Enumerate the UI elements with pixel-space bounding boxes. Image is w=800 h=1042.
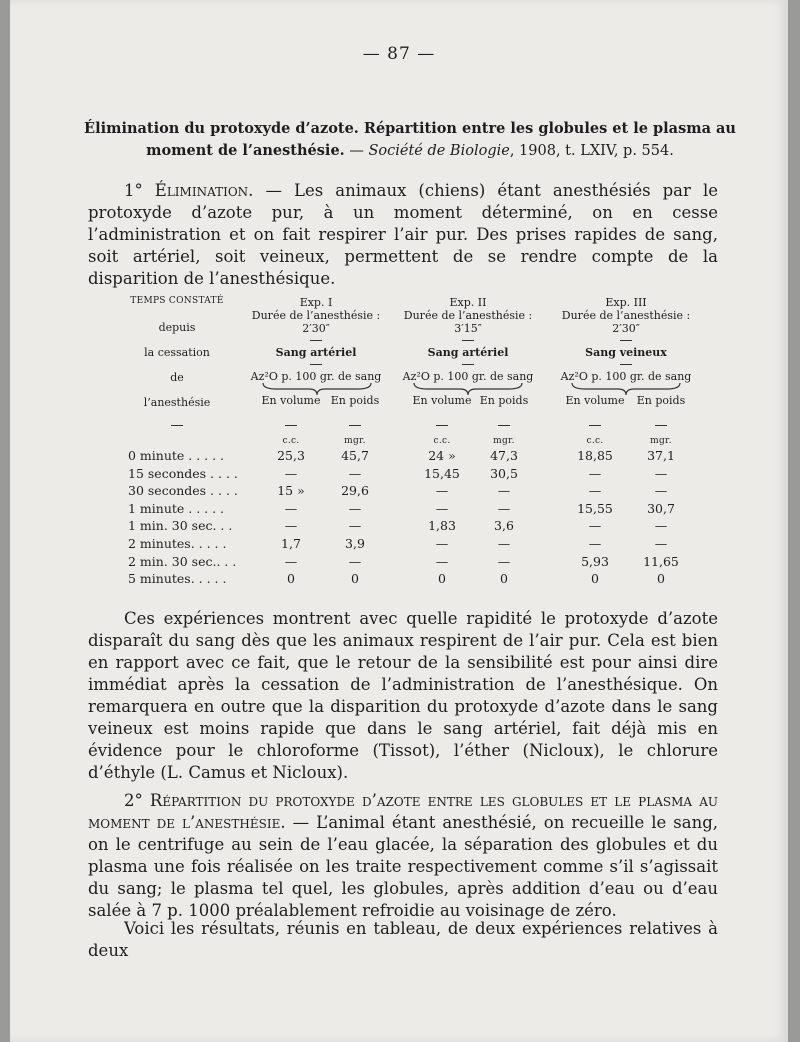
table-cell: — [497, 483, 511, 499]
exp-2-duration-label: Durée de l’anesthésie : [403, 309, 533, 322]
exp-2-brace-icon [413, 382, 523, 396]
exp-3-unit-volume: c.c. [586, 436, 604, 446]
section-2-number: 2° [124, 791, 143, 810]
exp-1-name: Exp. I [299, 296, 333, 309]
table-cell: 11,65 [643, 553, 679, 569]
paragraph-2-text: Ces expériences montrent avec quelle rapidité le protoxyde d’azote disparaît du sang dès que les animaux respirent de l’air pur. Cela est bien en rapport avec ce fait, que le retour de la sensibilité est pour ainsi dire immédiat après la cessation de l’administration de l’anesthésique. On remarquera en outre que la disparition du protoxyde d’azote dans le sang veineux est moins rapide que dans le sang artériel, fait déjà mis en évidence pour le chloroforme (Tissot), l’éther (Nicloux), le chlorure d’éthyle (L. Camus et Nicloux). [88, 609, 718, 782]
table-cell: — [284, 500, 298, 516]
table-row-time: 1 minute . . . . . [128, 500, 225, 516]
table-cell: — [435, 483, 449, 499]
exp-3-unit-weight: mgr. [650, 436, 672, 446]
paragraph-4-text: Voici les résultats, réunis en tableau, de deux expériences relatives à deux [88, 919, 718, 960]
table-cell: 37,1 [647, 448, 675, 463]
table-cell: — [284, 465, 298, 481]
table-cell: 0 [657, 571, 665, 587]
paragraph-4 [88, 918, 718, 962]
row-header-dash [171, 425, 183, 426]
exp-3-duration: 2′30″ [612, 322, 640, 335]
exp-3-col-volume-label: En volume [565, 394, 625, 407]
table-cell: 3,9 [345, 536, 365, 551]
exp-1-col-dash-2 [349, 425, 361, 426]
table-cell: — [654, 465, 668, 481]
table-cell: — [348, 518, 362, 534]
exp-2-duration: 3′15″ [454, 322, 482, 335]
exp-1-dash [310, 340, 322, 341]
table-cell: — [588, 483, 602, 499]
table-cell: 30,5 [490, 465, 518, 481]
exp-1-brace-icon [262, 382, 372, 396]
row-header-line-4: de [170, 371, 184, 384]
table-cell: 0 [287, 571, 295, 587]
exp-1-unit: Az²O p. 100 gr. de sang [250, 370, 382, 383]
row-header-line-5: l’anesthésie [143, 396, 211, 409]
table-cell: 1,7 [281, 536, 301, 551]
table-cell: 47,3 [490, 448, 518, 463]
table-row-time: 2 minutes. . . . . [128, 536, 227, 551]
table-cell: 15,55 [577, 500, 613, 516]
table-cell: — [588, 536, 602, 551]
document-page [10, 0, 788, 1042]
table-cell: — [497, 553, 511, 569]
table-cell: — [348, 553, 362, 569]
section-2-text: — L’animal étant anesthésié, on recueille le sang, on le centrifuge au sein de l’eau glacée, la séparation des globules et du plasma une fois réalisée on les traite respectivement comme s’il s’agissait du sang; le plasma tel quel, les globules, après addition d’eau ou d’eau salée à 7 p. 1000 préalablement refroidie au voisinage de zéro. [88, 813, 718, 920]
exp-1-col-weight-label: En poids [330, 394, 380, 407]
exp-2-name: Exp. II [449, 296, 487, 309]
table-cell: — [435, 500, 449, 516]
title-journal: Société de Biologie [368, 143, 510, 159]
table-cell: 45,7 [341, 448, 369, 463]
table-row-time: 30 secondes . . . . [128, 483, 238, 499]
exp-3-duration-label: Durée de l’anesthésie : [561, 309, 691, 322]
table-cell: 3,6 [494, 518, 514, 534]
title-citation: , 1908, t. LXIV, p. 554. [509, 143, 674, 159]
table-cell: — [284, 518, 298, 534]
table-cell: — [435, 536, 449, 551]
exp-3-col-dash-1 [589, 425, 601, 426]
table-cell: — [435, 553, 449, 569]
table-cell: — [588, 465, 602, 481]
table-cell: — [654, 518, 668, 534]
table-cell: 0 [500, 571, 508, 587]
exp-1-col-volume-label: En volume [261, 394, 321, 407]
table-cell: 29,6 [341, 483, 369, 499]
table-cell: 18,85 [577, 448, 613, 463]
table-row-time: 1 min. 30 sec. . . [128, 518, 233, 534]
table-row-time: 15 secondes . . . . [128, 465, 238, 481]
row-header-line-3: la cessation [144, 346, 210, 359]
section-2-heading: Répartition du protoxyde d’azote entre les globules et le plasma au moment de l’anesthésie. [88, 791, 718, 832]
table-cell: — [654, 483, 668, 499]
row-header-line-1: TEMPS CONSTATÉ [130, 296, 224, 306]
table-cell: — [654, 536, 668, 551]
page-number: — 87 — [362, 44, 436, 64]
table-row-time: 2 min. 30 sec.. . . [128, 553, 237, 569]
exp-3-unit: Az²O p. 100 gr. de sang [560, 370, 692, 383]
section-1-number: 1° [124, 181, 143, 200]
article-title [80, 118, 740, 162]
exp-3-dash-2 [620, 364, 632, 365]
section-1-text: — Les animaux (chiens) étant anesthésiés par le protoxyde d’azote pur, à un moment déterminé, on en cesse l’administration et on fait respirer l’air pur. Des prises rapides de sang, soit artériel, soit veineux, permettent de se rendre compte de la disparition de l’anesthésique. [88, 181, 718, 288]
exp-2-unit: Az²O p. 100 gr. de sang [402, 370, 534, 383]
table-cell: — [284, 553, 298, 569]
exp-2-blood: Sang artériel [427, 346, 509, 359]
exp-2-dash-2 [462, 364, 474, 365]
exp-1-duration: 2′30″ [302, 322, 330, 335]
exp-1-blood: Sang artériel [275, 346, 357, 359]
table-cell: 24 » [428, 448, 456, 463]
exp-3-col-dash-2 [655, 425, 667, 426]
table-cell: — [497, 500, 511, 516]
row-header-line-2: depuis [158, 321, 196, 334]
table-cell: 15 » [277, 483, 305, 499]
table-cell: 15,45 [424, 465, 460, 481]
exp-3-dash [620, 340, 632, 341]
title-main: Élimination du protoxyde d’azote. Répartition entre les globules et le plasma au moment de l’anesthésie. [84, 120, 736, 159]
table-cell: 25,3 [277, 448, 305, 463]
table-row-time: 5 minutes. . . . . [128, 571, 227, 587]
table-cell: 0 [351, 571, 359, 587]
table-cell: 0 [591, 571, 599, 587]
table-cell: — [588, 518, 602, 534]
exp-2-col-dash-2 [498, 425, 510, 426]
table-row-time: 0 minute . . . . . [128, 448, 225, 463]
exp-2-col-dash-1 [436, 425, 448, 426]
table-cell: 30,7 [647, 500, 675, 516]
paragraph-2 [88, 608, 718, 784]
section-1-heading: Élimination. [154, 181, 254, 200]
exp-2-unit-weight: mgr. [493, 436, 515, 446]
table-cell: — [348, 500, 362, 516]
table-cell: 0 [438, 571, 446, 587]
title-separator: — [344, 143, 369, 159]
exp-3-col-weight-label: En poids [636, 394, 686, 407]
exp-1-col-dash-1 [285, 425, 297, 426]
exp-3-name: Exp. III [605, 296, 647, 309]
exp-2-unit-volume: c.c. [433, 436, 451, 446]
exp-1-duration-label: Durée de l’anesthésie : [251, 309, 381, 322]
section-1-paragraph [88, 180, 718, 290]
table-cell: — [497, 536, 511, 551]
exp-1-unit-weight: mgr. [344, 436, 366, 446]
table-cell: — [348, 465, 362, 481]
table-cell: 5,93 [581, 553, 609, 569]
table-cell: 1,83 [428, 518, 456, 534]
exp-2-col-weight-label: En poids [479, 394, 529, 407]
section-2-paragraph [88, 790, 718, 922]
exp-1-dash-2 [310, 364, 322, 365]
exp-3-blood: Sang veineux [585, 346, 667, 359]
exp-2-col-volume-label: En volume [412, 394, 472, 407]
exp-2-dash [462, 340, 474, 341]
exp-3-brace-icon [571, 382, 681, 396]
exp-1-unit-volume: c.c. [282, 436, 300, 446]
